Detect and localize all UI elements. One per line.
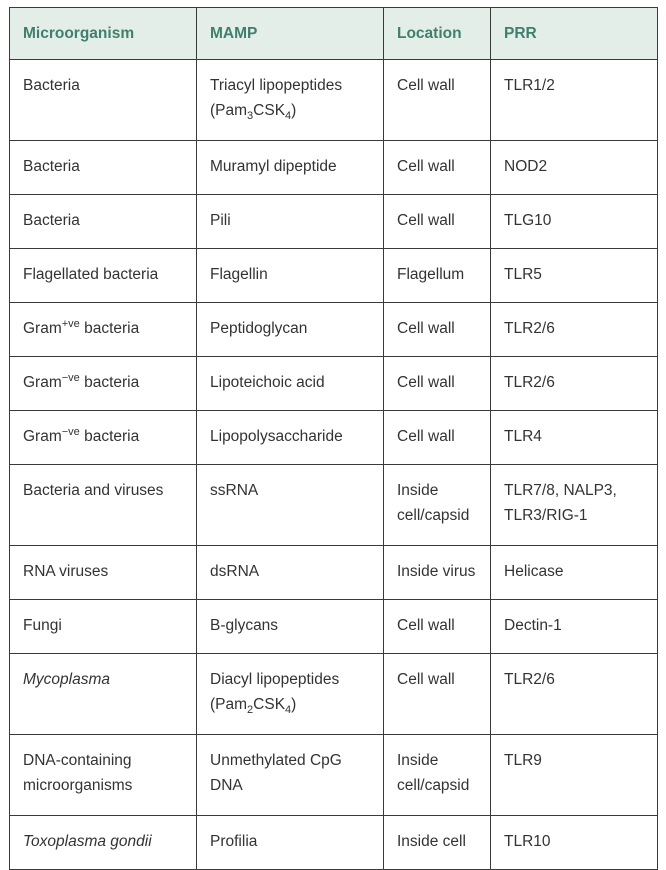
cell-location: Cell wall [384, 600, 491, 654]
cell-prr: TLR9 [491, 735, 658, 816]
cell-location: Inside cell/capsid [384, 465, 491, 546]
cell-location: Cell wall [384, 357, 491, 411]
cell-location: Inside cell/capsid [384, 735, 491, 816]
cell-microorganism: Bacteria [10, 141, 197, 195]
cell-microorganism: Bacteria [10, 195, 197, 249]
cell-mamp: ssRNA [197, 465, 384, 546]
formula-subscript: 4 [285, 110, 292, 123]
gram-text: Gram [23, 320, 62, 337]
cell-microorganism: DNA-containing microorganisms [10, 735, 197, 816]
cell-mamp [197, 60, 384, 141]
cell-mamp: Lipopolysaccharide [197, 411, 384, 465]
mamp-formula: ) [291, 696, 297, 713]
formula-subscript: 2 [247, 704, 254, 717]
cell-prr: TLR1/2 [491, 60, 658, 141]
gram-superscript: −ve [61, 425, 80, 438]
table-row [10, 303, 658, 357]
cell-mamp: Profilia [197, 816, 384, 870]
header-prr: PRR [491, 8, 658, 60]
formula-subscript: 3 [247, 110, 254, 123]
cell-prr: TLR4 [491, 411, 658, 465]
cell-location: Cell wall [384, 654, 491, 735]
cell-microorganism: RNA viruses [10, 546, 197, 600]
table-row [10, 546, 658, 600]
cell-microorganism: Toxoplasma gondii [10, 816, 197, 870]
cell-location: Cell wall [384, 411, 491, 465]
table-row [10, 195, 658, 249]
gram-superscript: +ve [61, 317, 80, 330]
cell-prr: NOD2 [491, 141, 658, 195]
cell-location: Inside virus [384, 546, 491, 600]
cell-prr: TLR7/8, NALP3, TLR3/RIG-1 [491, 465, 658, 546]
table-row [10, 60, 658, 141]
cell-prr: TLR10 [491, 816, 658, 870]
cell-location: Flagellum [384, 249, 491, 303]
cell-prr: TLR2/6 [491, 654, 658, 735]
cell-microorganism: Fungi [10, 600, 197, 654]
cell-mamp: dsRNA [197, 546, 384, 600]
table-container [9, 7, 658, 870]
cell-mamp [197, 654, 384, 735]
mamp-formula: CSK [253, 102, 286, 119]
table-row [10, 357, 658, 411]
cell-location: Inside cell [384, 816, 491, 870]
cell-location: Cell wall [384, 195, 491, 249]
cell-location: Cell wall [384, 141, 491, 195]
mamp-formula: CSK [253, 696, 286, 713]
cell-prr: TLR2/6 [491, 303, 658, 357]
header-location: Location [384, 8, 491, 60]
cell-location: Cell wall [384, 60, 491, 141]
cell-prr: TLG10 [491, 195, 658, 249]
mamp-text: Diacyl lipopeptides [210, 671, 340, 688]
table-row [10, 465, 658, 546]
table-row [10, 735, 658, 816]
header-microorganism: Microorganism [10, 8, 197, 60]
gram-text: bacteria [79, 428, 140, 445]
gram-text: Gram [23, 374, 62, 391]
gram-superscript: −ve [61, 371, 80, 384]
header-mamp: MAMP [197, 8, 384, 60]
cell-mamp: Peptidoglycan [197, 303, 384, 357]
gram-text: bacteria [79, 320, 140, 337]
cell-prr: Helicase [491, 546, 658, 600]
cell-microorganism [10, 303, 197, 357]
table-row [10, 816, 658, 870]
cell-mamp: Pili [197, 195, 384, 249]
cell-prr: Dectin-1 [491, 600, 658, 654]
mamp-text: Triacyl lipopeptides [210, 77, 343, 94]
cell-prr: TLR2/6 [491, 357, 658, 411]
formula-subscript: 4 [285, 704, 292, 717]
gram-text: Gram [23, 428, 62, 445]
gram-text: bacteria [79, 374, 140, 391]
cell-mamp: Lipoteichoic acid [197, 357, 384, 411]
cell-prr: TLR5 [491, 249, 658, 303]
mamp-formula: ) [291, 102, 297, 119]
cell-microorganism [10, 357, 197, 411]
cell-mamp: Muramyl dipeptide [197, 141, 384, 195]
cell-microorganism [10, 411, 197, 465]
cell-microorganism: Mycoplasma [10, 654, 197, 735]
table-row [10, 600, 658, 654]
table-row [10, 249, 658, 303]
cell-mamp: Flagellin [197, 249, 384, 303]
cell-microorganism: Bacteria and viruses [10, 465, 197, 546]
mamp-formula: (Pam [210, 102, 248, 119]
mamp-prr-table [9, 7, 658, 870]
cell-mamp: Unmethylated CpG DNA [197, 735, 384, 816]
table-row [10, 411, 658, 465]
cell-mamp: B-glycans [197, 600, 384, 654]
table-row [10, 141, 658, 195]
mamp-formula: (Pam [210, 696, 248, 713]
cell-microorganism: Flagellated bacteria [10, 249, 197, 303]
header-row [10, 8, 658, 60]
table-row [10, 654, 658, 735]
cell-location: Cell wall [384, 303, 491, 357]
cell-microorganism: Bacteria [10, 60, 197, 141]
